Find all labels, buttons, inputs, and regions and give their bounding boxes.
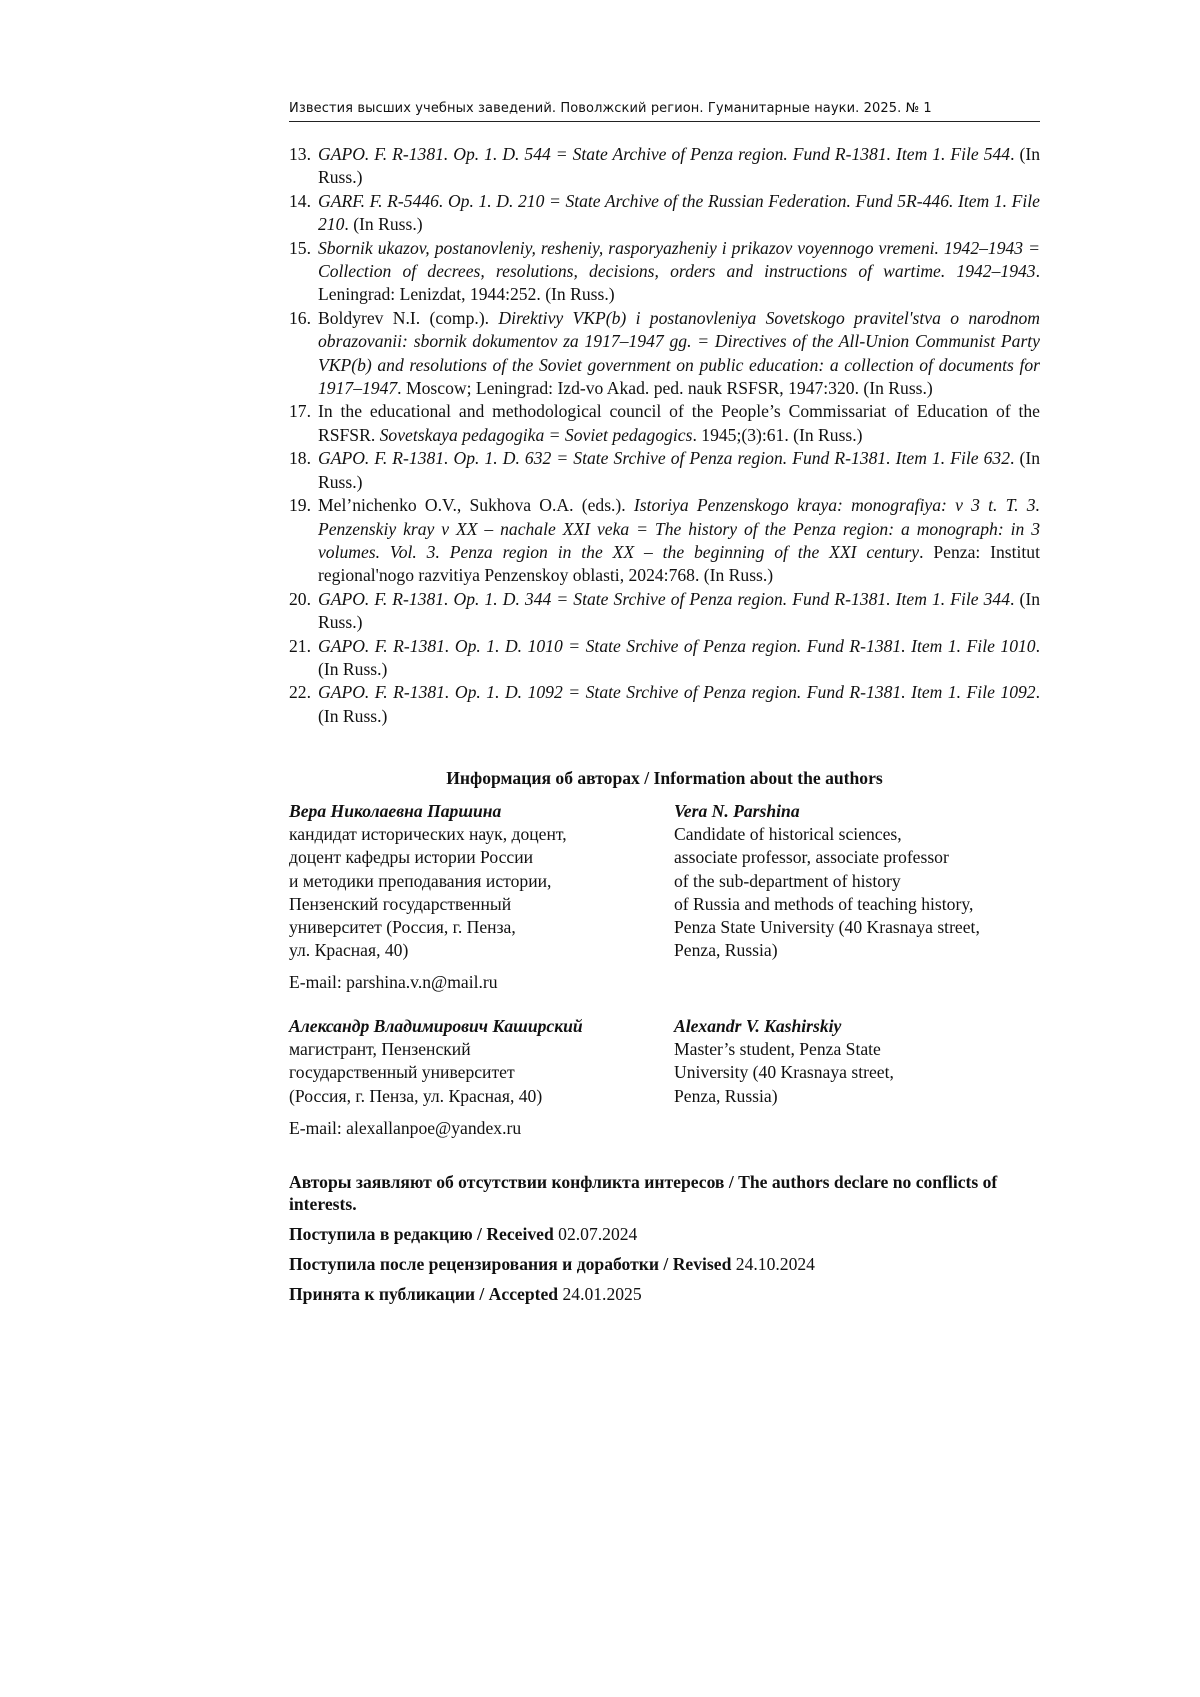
author-en-name: Alexandr V. Kashirskiy	[674, 1016, 842, 1036]
author-ru-line: кандидат исторических наук, доцент,	[289, 824, 567, 845]
reference-title: Direktivy VKP(b) i postanovleniya Sovetskogo pravitel'stva o narodnom obrazovanii: sbornik dokumentov za 1917–1947 gg. = Directives of the All-Union Communist Party VKP(b) and resolutions of the Soviet government on public education: a collection of documents for 1917–1947	[318, 307, 1040, 399]
author-en-column	[674, 800, 1040, 962]
author-ru-line: (Россия, г. Пенза, ул. Красная, 40)	[289, 1085, 543, 1106]
reference-tail: . Penza: Institut regional'nogo razvitiya Penzenskoy oblasti, 2024:768. (In Russ.)	[318, 541, 1040, 586]
author-en-line: Master’s student, Penza State	[674, 1039, 881, 1060]
author-en-line: Penza State University (40 Krasnaya street,	[674, 917, 980, 938]
author-email: E-mail: alexallanpoe@yandex.ru	[289, 1117, 522, 1138]
reference-item	[289, 635, 1040, 682]
reference-item	[289, 588, 1040, 635]
reference-title: Sbornik ukazov, postanovleniy, resheniy, rasporyazheniy i prikazov voyennogo vremeni. 1942–1943 = Collection of decrees, resolutions, decisions, orders and instructions of wartime. 1942–1943	[318, 237, 1040, 282]
reference-number: 18.	[289, 448, 311, 469]
author-en-line: associate professor, associate professor	[674, 847, 949, 868]
reference-authors: Mel’nichenko O.V., Sukhova O.A. (eds.).	[318, 495, 634, 516]
received-date: 02.07.2024	[558, 1224, 638, 1244]
reference-authors: In the educational and methodological council of the People’s Commissariat of Education of the RSFSR.	[318, 401, 1040, 445]
author-ru-column	[289, 800, 674, 962]
author-ru-line: и методики преподавания истории,	[289, 870, 552, 891]
reference-number: 17.	[289, 401, 311, 422]
reference-item	[289, 681, 1040, 728]
reference-list	[289, 143, 1040, 728]
author-en-line: of the sub-department of history	[674, 870, 901, 891]
reference-tail: . (In Russ.)	[344, 214, 423, 235]
author-ru-column	[289, 1015, 674, 1108]
author-block-parshina	[289, 800, 1040, 995]
article-footer	[289, 1171, 1040, 1313]
revised-label: Поступила после рецензирования и доработки / Revised	[289, 1254, 732, 1274]
author-ru-line: магистрант, Пензенский	[289, 1039, 471, 1060]
reference-tail: . (In Russ.)	[318, 144, 1040, 188]
reference-tail: . (In Russ.)	[318, 635, 1040, 679]
reference-item	[289, 400, 1040, 447]
author-email: E-mail: parshina.v.n@mail.ru	[289, 972, 498, 993]
reference-number: 21.	[289, 635, 311, 656]
reference-tail: . Moscow; Leningrad: Izd-vo Akad. ped. nauk RSFSR, 1947:320. (In Russ.)	[397, 378, 933, 399]
author-ru-line: университет (Россия, г. Пенза,	[289, 917, 516, 938]
reference-item	[289, 494, 1040, 588]
received-label: Поступила в редакцию / Received	[289, 1224, 554, 1244]
reference-title: GAPO. F. R-1381. Op. 1. D. 1092 = State Srchive of Penza region. Fund R-1381. Item 1. File 1092	[318, 682, 1036, 703]
authors-heading: Информация об авторах / Information about the authors	[446, 768, 883, 788]
reference-number: 22.	[289, 682, 311, 703]
author-en-line: of Russia and methods of teaching history,	[674, 893, 974, 914]
reference-item	[289, 237, 1040, 307]
reference-title: Istoriya Penzenskogo kraya: monografiya: v 3 t. T. 3. Penzenskiy kray v XX – nachale XXI veka = The history of the Penza region: a monograph: in 3 volumes. Vol. 3. Penza region in the XX – the beginning of the XXI century	[318, 495, 1040, 562]
reference-title: Sovetskaya pedagogika = Soviet pedagogics	[379, 424, 693, 445]
reference-tail: . (In Russ.)	[318, 682, 1040, 726]
reference-number: 16.	[289, 307, 311, 328]
author-ru-line: ул. Красная, 40)	[289, 940, 409, 961]
author-ru-line: Пензенский государственный	[289, 893, 512, 914]
author-ru-line: государственный университет	[289, 1062, 515, 1083]
reference-tail: . Leningrad: Lenizdat, 1944:252. (In Russ.)	[318, 261, 1040, 305]
author-en-line: University (40 Krasnaya street,	[674, 1062, 894, 1083]
author-en-name: Vera N. Parshina	[674, 801, 800, 821]
reference-number: 13.	[289, 144, 311, 164]
journal-header: Известия высших учебных заведений. Поволжский регион. Гуманитарные науки. 2025. № 1	[289, 101, 1040, 122]
reference-item	[289, 447, 1040, 494]
revised-date: 24.10.2024	[735, 1254, 815, 1274]
accepted-date: 24.01.2025	[562, 1284, 642, 1304]
reference-tail: . 1945;(3):61. (In Russ.)	[692, 424, 863, 445]
reference-title: GAPO. F. R-1381. Op. 1. D. 632 = State Srchive of Penza region. Fund R-1381. Item 1. File 632	[318, 448, 1011, 469]
reference-title: GARF. F. R-5446. Op. 1. D. 210 = State Archive of the Russian Federation. Fund 5R-446. Item 1. File 210	[318, 190, 1040, 235]
author-ru-name: Вера Николаевна Паршина	[289, 801, 502, 821]
author-en-line: Candidate of historical sciences,	[674, 824, 902, 845]
reference-number: 19.	[289, 495, 311, 516]
reference-title: GAPO. F. R-1381. Op. 1. D. 544 = State Archive of Penza region. Fund R-1381. Item 1. File 544	[318, 144, 1011, 164]
reference-number: 20.	[289, 588, 311, 609]
conflict-statement: Авторы заявляют об отсутствии конфликта интересов / The authors declare no conflicts of interests.	[289, 1172, 998, 1214]
reference-number: 15.	[289, 237, 311, 258]
accepted-label: Принята к публикации / Accepted	[289, 1284, 559, 1304]
reference-title: GAPO. F. R-1381. Op. 1. D. 1010 = State Srchive of Penza region. Fund R-1381. Item 1. File 1010	[318, 635, 1036, 656]
reference-item	[289, 190, 1040, 237]
reference-tail: . (In Russ.)	[318, 588, 1040, 633]
reference-item	[289, 307, 1040, 401]
reference-number: 14.	[289, 190, 311, 211]
reference-authors: Boldyrev N.I. (comp.).	[318, 307, 499, 328]
author-ru-line: доцент кафедры истории России	[289, 847, 534, 868]
reference-item	[289, 143, 1040, 190]
author-en-line: Penza, Russia)	[674, 1085, 778, 1106]
author-en-line: Penza, Russia)	[674, 940, 778, 961]
author-block-kashirskiy	[289, 1015, 1040, 1140]
reference-tail: . (In Russ.)	[318, 448, 1040, 492]
author-ru-name: Александр Владимирович Каширский	[289, 1016, 583, 1036]
author-en-column	[674, 1015, 1040, 1108]
reference-title: GAPO. F. R-1381. Op. 1. D. 344 = State Srchive of Penza region. Fund R-1381. Item 1. File 344	[318, 588, 1011, 609]
